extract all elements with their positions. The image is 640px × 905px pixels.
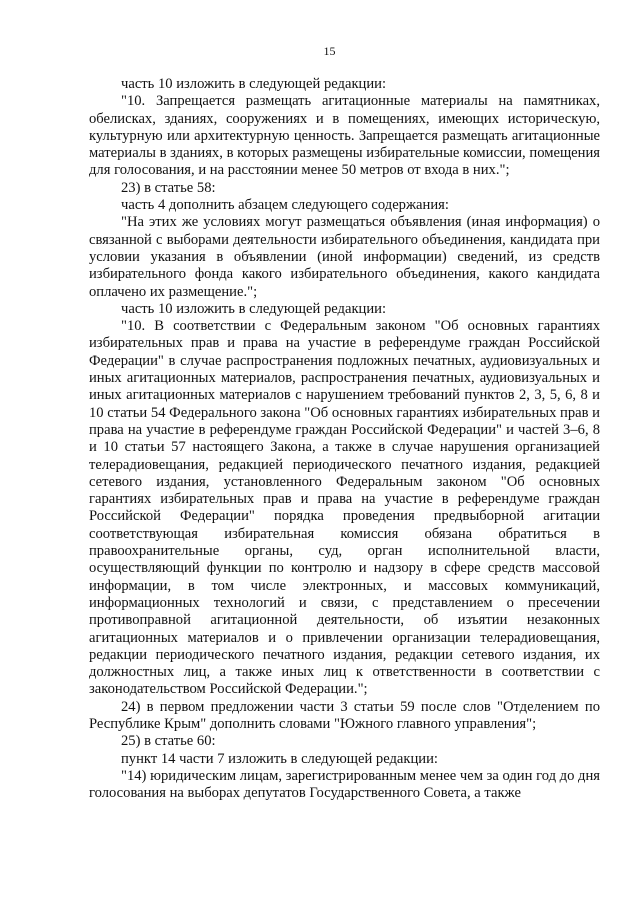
paragraph-item-24: 24) в первом предложении части 3 статьи 59 после слов "Отделением по Республике Крым" дополнить словами "Южного главного управления";	[89, 698, 600, 732]
paragraph-point-14-intro: пункт 14 части 7 изложить в следующей редакции:	[121, 750, 438, 767]
paragraph-item-25: 25) в статье 60:	[121, 733, 216, 750]
page-number: 15	[323, 44, 336, 58]
paragraph-part-10-intro-2: часть 10 изложить в следующей редакции:	[121, 300, 387, 317]
paragraph-part-10-intro: часть 10 изложить в следующей редакции:	[121, 76, 387, 92]
paragraph-part-10-text-2: "10. В соответствии с Федеральным законом "Об основных гарантиях избирательных прав и права на участие в референдуме граждан Российской Федерации" в случае распространения подложных печатных, аудиовизуальных и иных агитационных материалов, распространения печатных, аудиовизуальных и иных агитационных материалов с нарушением требований пунктов 2, 3, 5, 6, 8 и 10 статьи 54 Федерального закона "Об основных гарантиях избирательных прав и права на участие в референдуме граждан Российской Федерации" и частей 3–6, 8 и 10 статьи 57 настоящего Закона, а также в случае нарушения организацией телерадиовещания, редакцией периодического печатного издания, редакцией сетевого издания, установленного Федеральным законом "Об основных гарантиях избирательных прав и права на участие в референдуме граждан Российской Федерации" порядка проведения предвыборной агитации соответствующая избирательная комиссия обязана обратиться в правоохранительные органы, суд, орган исполнительной власти, осуществляющий функции по контролю и надзору в сфере средств массовой информации, в том числе электронных, и массовых коммуникаций, информационных технологий и связи, с представлением о пресечении противоправной агитационной деятельности, об изъятии незаконных агитационных материалов и о привлечении организации телерадиовещания, редакции периодического печатного издания, редакции сетевого издания, их должностных лиц, а также иных лиц к ответственности в соответствии с законодательством Российской Федерации.";	[89, 318, 600, 698]
paragraph-part-4-intro: часть 4 дополнить абзацем следующего содержания:	[121, 197, 449, 214]
document-body	[89, 76, 600, 802]
paragraph-part-4-text: "На этих же условиях могут размещаться объявления (иная информация) о связанной с выборами деятельности избирательного объединения, кандидата при условии указания в объявлении (иной информации) сведений, из средств избирательного фонда какого избирательного объединения, какого кандидата оплачено их размещение.";	[89, 214, 600, 300]
paragraph-item-23: 23) в статье 58:	[121, 179, 216, 196]
paragraph-point-14-text: "14) юридическим лицам, зарегистрированным менее чем за один год до дня голосования на выборах депутатов Государственного Совета, а также	[89, 767, 600, 802]
paragraph-part-10-text: "10. Запрещается размещать агитационные материалы на памятниках, обелисках, зданиях, сооружениях и в помещениях, имеющих историческую, культурную или архитектурную ценность. Запрещается размещать агитационные материалы в зданиях, в которых размещены избирательные комиссии, помещения для голосования, и на расстоянии менее 50 метров от входа в них.";	[89, 93, 600, 179]
